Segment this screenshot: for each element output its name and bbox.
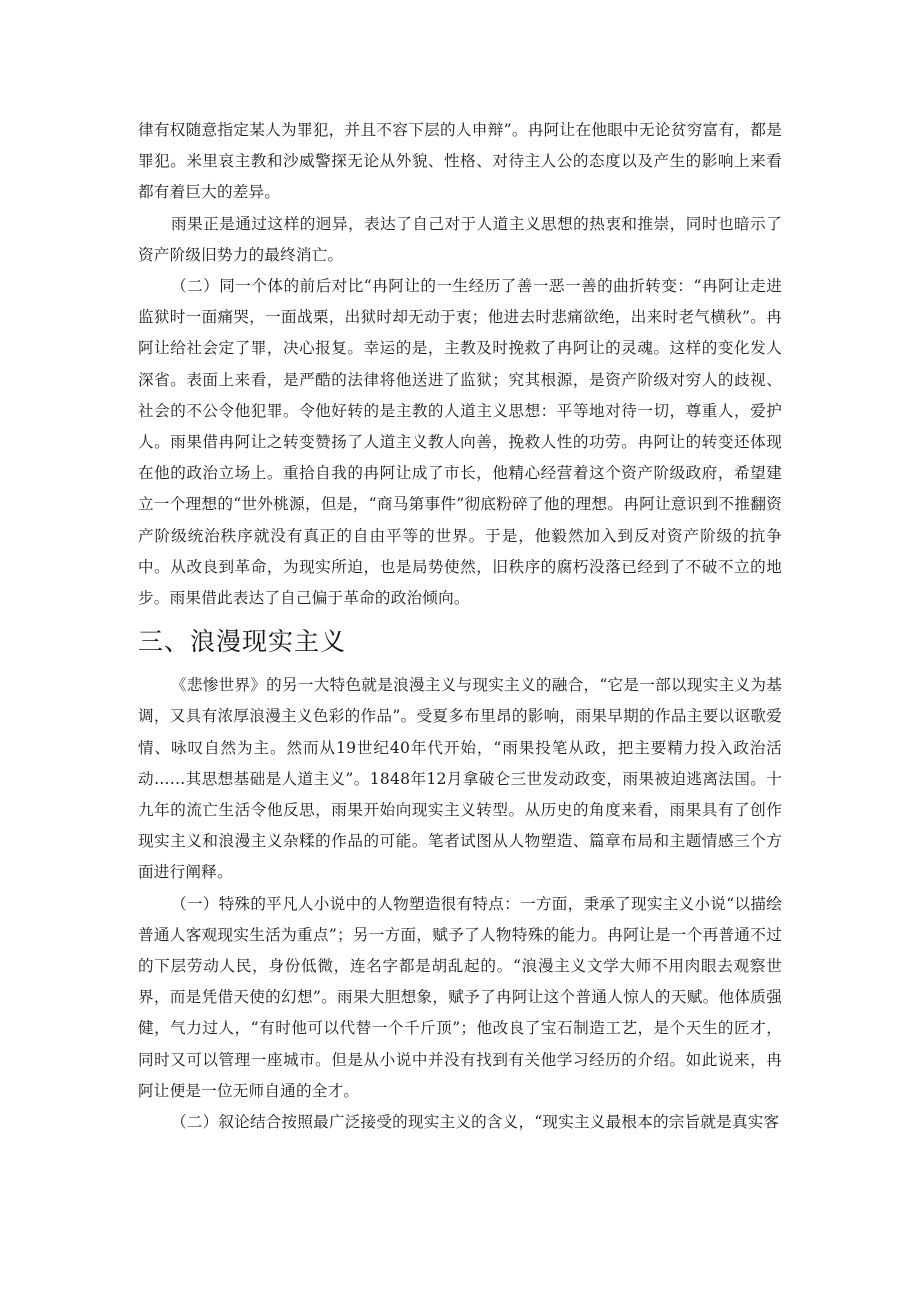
document-page bbox=[138, 115, 782, 1138]
paragraph-romantic-realism-intro: 《悲惨世界》的另一大特色就是浪漫主义与现实主义的融合，“它是一部以现实主义为基调，又具有浓厚浪漫主义色彩的作品”。受夏多布里昂的影响，雨果早期的作品主要以讴歌爱情、咏叹自然为主。然而从19世纪40年代开始，“雨果投笔从政，把主要精力投入政治活动……其思想基础是人道主义”。1848年12月拿破仑三世发动政变，雨果被迫逃离法国。十九年的流亡生活令他反思，雨果开始向现实主义转型。从历史的角度来看，雨果具有了创作现实主义和浪漫主义杂糅的作品的可能。笔者试图从人物塑造、篇章布局和主题情感三个方面进行阐释。 bbox=[138, 676, 782, 882]
paragraph-continuation: 律有权随意指定某人为罪犯，并且不容下层的人申辩”。冉阿让在他眼中无论贫穷富有，都是罪犯。米里哀主教和沙威警探无论从外貌、性格、对待主人公的态度以及产生的影响上来看都有着巨大的差异。 bbox=[138, 121, 782, 202]
paragraph-conclusion: 雨果正是通过这样的迥异，表达了自己对于人道主义思想的热衷和推崇，同时也暗示了资产阶级旧势力的最终消亡。 bbox=[138, 214, 782, 264]
paragraph-narration-and-commentary: （二）叙论结合按照最广泛接受的现实主义的含义，“现实主义最根本的宗旨就是真实客 bbox=[171, 1113, 780, 1132]
paragraph-special-ordinary-person: （一）特殊的平凡人小说中的人物塑造很有特点：一方面，秉承了现实主义小说“以描绘普通人客观现实生活为重点”；另一方面，赋予了人物特殊的能力。冉阿让是一个再普通不过的下层劳动人民，身份低微，连名字都是胡乱起的。“浪漫主义文学大师不用肉眼去观察世界，而是凭借天使的幻想”。雨果大胆想象，赋予了冉阿让这个普通人惊人的天赋。他体质强健，气力过人，“有时他可以代替一个千斤顶”；他改良了宝石制造工艺，是个天生的匠才，同时又可以管理一座城市。但是从小说中并没有找到有关他学习经历的介绍。如此说来，冉阿让便是一位无师自通的全才。 bbox=[138, 894, 782, 1100]
paragraph-same-individual-contrast: （二）同一个体的前后对比“冉阿让的一生经历了善一恶一善的曲折转变：“冉阿让走进监狱时一面痛哭，一面战栗，出狱时却无动于衷；他进去时悲痛欲绝，出来时老气横秋”。冉阿让给社会定了罪，决心报复。幸运的是，主教及时挽救了冉阿让的灵魂。这样的变化发人深省。表面上来看，是严酷的法律将他送进了监狱；究其根源，是资产阶级对穷人的歧视、社会的不公令他犯罪。令他好转的是主教的人道主义思想：平等地对待一切，尊重人，爱护人。雨果借冉阿让之转变赞扬了人道主义教人向善，挽救人性的功劳。冉阿让的转变还体现在他的政治立场上。重拾自我的冉阿让成了市长，他精心经营着这个资产阶级政府，希望建立一个理想的“世外桃源，但是，“商马第事件”彻底粉碎了他的理想。冉阿让意识到不推翻资产阶级统治秩序就没有真正的自由平等的世界。于是，他毅然加入到反对资产阶级的抗争中。从改良到革命，为现实所迫，也是局势使然，旧秩序的腐朽没落已经到了不破不立的地步。雨果借此表达了自己偏于革命的政治倾向。 bbox=[138, 277, 782, 608]
section-heading: 三、浪漫现实主义 bbox=[138, 627, 347, 657]
